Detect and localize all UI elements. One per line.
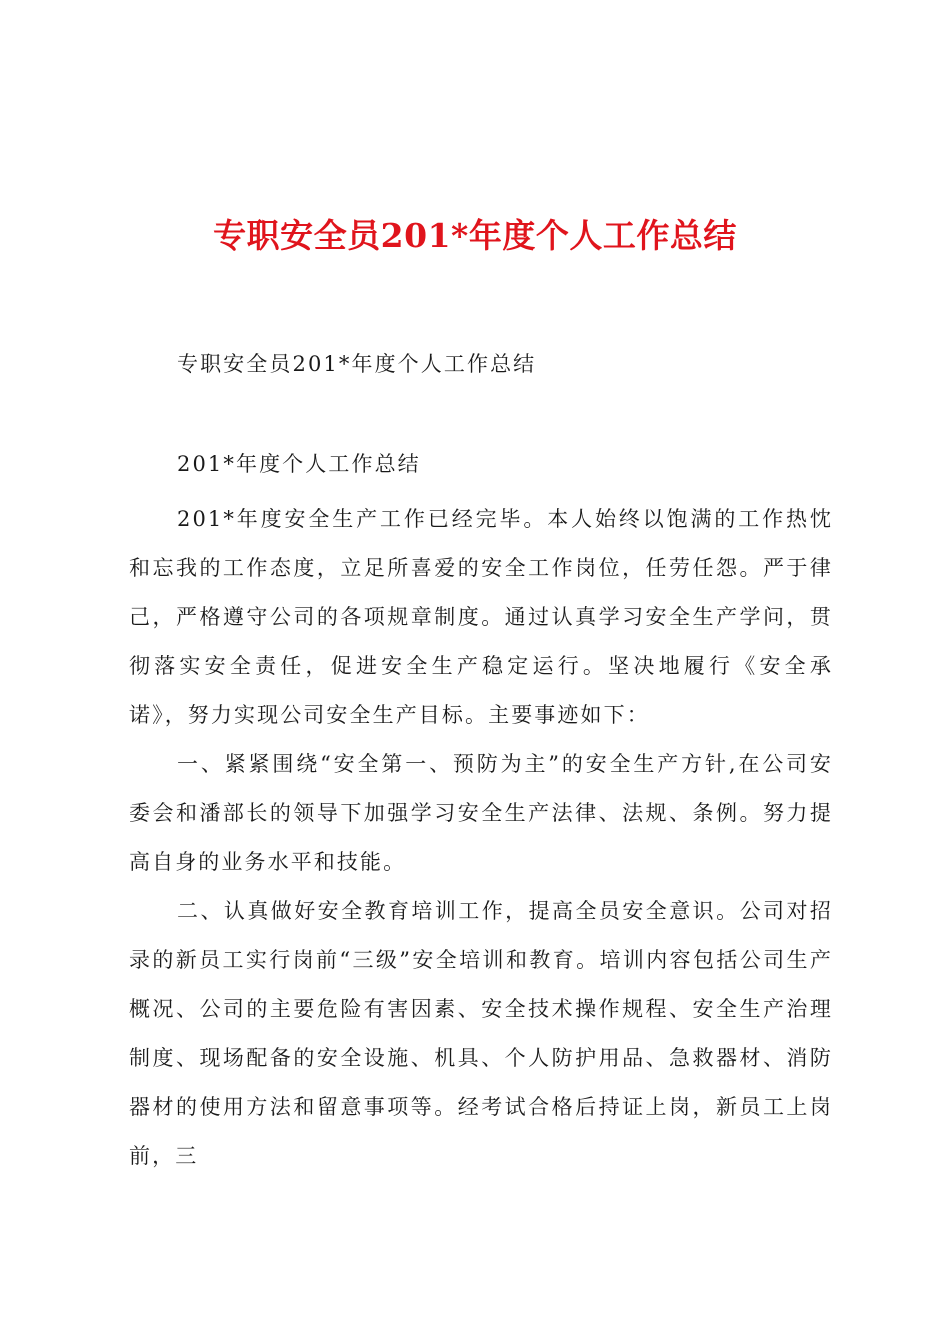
paragraph-item-2: 二、认真做好安全教育培训工作，提高全员安全意识。公司对招录的新员工实行岗前“三级”安全培训和教育。培训内容包括公司生产概况、公司的主要危险有害因素、安全技术操作规程、安全生产治理制度、现场配备的安全设施、机具、个人防护用品、急救器材、消防器材的使用方法和留意事项等。经考试合格后持证上岗，新员工上岗前，三 xyxy=(129,899,833,1168)
document-title: 专职安全员201*年度个人工作总结 xyxy=(213,216,737,255)
section-heading: 201*年度个人工作总结 xyxy=(177,452,421,476)
document-subtitle: 专职安全员201*年度个人工作总结 xyxy=(177,352,537,376)
paragraph-intro: 201*年度安全生产工作已经完毕。本人始终以饱满的工作热忱和忘我的工作态度，立足所喜爱的安全工作岗位，任劳任怨。严于律己，严格遵守公司的各项规章制度。通过认真学习安全生产学问，贯彻落实安全责任，促进安全生产稳定运行。坚决地履行《安全承诺》，努力实现公司安全生产目标。主要事迹如下： xyxy=(129,507,833,727)
paragraph-item-1: 一、紧紧围绕“安全第一、预防为主”的安全生产方针,在公司安委会和潘部长的领导下加强学习安全生产法律、法规、条例。努力提高自身的业务水平和技能。 xyxy=(129,752,833,874)
